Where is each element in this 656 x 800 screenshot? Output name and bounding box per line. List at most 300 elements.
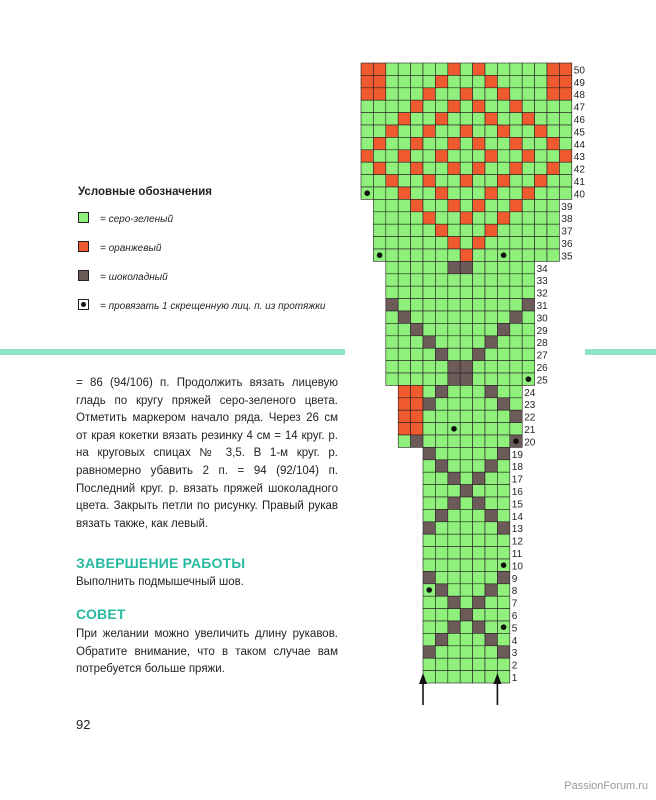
chart-cell	[497, 410, 509, 422]
chart-cell	[497, 423, 509, 435]
chart-cell	[522, 311, 534, 323]
chart-cell	[485, 261, 497, 273]
chart-cell	[535, 100, 547, 112]
chart-cell	[485, 150, 497, 162]
chart-cell	[398, 63, 410, 75]
chart-row-number: 34	[536, 263, 548, 275]
chart-cell	[485, 274, 497, 286]
chart-cell	[497, 646, 509, 658]
chart-row-number: 18	[511, 462, 523, 474]
chart-cell	[510, 162, 522, 174]
chart-cell	[448, 609, 460, 621]
chart-row-number: 41	[573, 177, 585, 188]
chart-row-number: 6	[511, 611, 518, 622]
chart-row-number: 30	[536, 313, 548, 325]
chart-cell	[448, 559, 460, 571]
chart-cell	[460, 274, 472, 286]
chart-cell	[460, 199, 472, 211]
chart-cell	[522, 299, 534, 311]
chart-row-number: 33	[536, 276, 548, 288]
chart-cell	[411, 299, 423, 311]
chart-cell	[473, 447, 485, 459]
chart-cell	[497, 137, 509, 149]
chart-cell	[497, 323, 509, 335]
chart-row-number: 23	[524, 400, 536, 412]
chart-row-number: 5	[511, 623, 518, 635]
chart-cell	[485, 175, 497, 187]
chart-cell	[510, 385, 522, 397]
chart-cell	[547, 150, 559, 162]
chart-cell	[386, 137, 398, 149]
chart-cell	[448, 100, 460, 112]
chart-cell	[485, 162, 497, 174]
chart-cell	[460, 559, 472, 571]
chart-row-number: 31	[536, 301, 548, 312]
chart-cell	[373, 175, 385, 187]
chart-cell	[485, 299, 497, 311]
chart-cell	[510, 237, 522, 249]
chart-row-number: 8	[511, 586, 518, 598]
chart-cell	[497, 485, 509, 497]
chart-dot	[451, 426, 457, 432]
chart-cell	[435, 485, 447, 497]
chart-cell	[497, 509, 509, 521]
chart-cell	[423, 621, 435, 633]
chart-cell	[423, 224, 435, 236]
chart-cell	[522, 125, 534, 137]
chart-cell	[423, 423, 435, 435]
chart-cell	[460, 385, 472, 397]
chart-row-number: 43	[573, 152, 585, 164]
chart-cell	[522, 199, 534, 211]
chart-cell	[460, 249, 472, 261]
chart-row-number: 13	[511, 524, 523, 536]
chart-cell	[473, 249, 485, 261]
chart-cell	[460, 323, 472, 335]
chart-cell	[448, 658, 460, 670]
chart-cell	[423, 75, 435, 87]
chart-cell	[535, 175, 547, 187]
chart-cell	[485, 63, 497, 75]
chart-cell	[435, 75, 447, 87]
chart-cell	[535, 113, 547, 125]
chart-cell	[435, 658, 447, 670]
chart-cell	[460, 373, 472, 385]
chart-cell	[460, 361, 472, 373]
chart-cell	[411, 237, 423, 249]
chart-row-number: 2	[511, 660, 518, 672]
chart-cell	[423, 485, 435, 497]
chart-cell	[485, 373, 497, 385]
chart-cell	[435, 534, 447, 546]
chart-cell	[423, 633, 435, 645]
chart-cell	[361, 162, 373, 174]
chart-cell	[435, 633, 447, 645]
chart-cell	[559, 162, 571, 174]
chart-cell	[448, 336, 460, 348]
chart-cell	[547, 88, 559, 100]
chart-cell	[423, 299, 435, 311]
chart-dot	[526, 376, 532, 382]
chart-cell	[423, 249, 435, 261]
chart-cell	[473, 237, 485, 249]
chart-cell	[361, 100, 373, 112]
chart-cell	[473, 621, 485, 633]
chart-cell	[497, 497, 509, 509]
chart-cell	[448, 88, 460, 100]
chart-cell	[485, 509, 497, 521]
chart-cell	[535, 187, 547, 199]
chart-row-number: 14	[511, 511, 523, 523]
chart-cell	[423, 187, 435, 199]
chart-cell	[497, 472, 509, 484]
chart-cell	[435, 63, 447, 75]
chart-cell	[497, 460, 509, 472]
chart-cell	[448, 571, 460, 583]
chart-cell	[510, 299, 522, 311]
chart-dot	[501, 562, 507, 568]
chart-cell	[423, 323, 435, 335]
chart-cell	[535, 137, 547, 149]
chart-cell	[522, 187, 534, 199]
chart-cell	[435, 596, 447, 608]
chart-cell	[497, 162, 509, 174]
chart-cell	[411, 398, 423, 410]
chart-dot	[364, 190, 370, 196]
chart-cell	[485, 323, 497, 335]
chart-cell	[460, 410, 472, 422]
chart-cell	[522, 224, 534, 236]
chart-row-number: 46	[573, 115, 585, 126]
chart-cell	[411, 88, 423, 100]
chart-cell	[448, 460, 460, 472]
legend-label-green: = серо-зеленый	[100, 214, 174, 225]
chart-cell	[497, 237, 509, 249]
chart-cell	[386, 286, 398, 298]
chart-cell	[497, 261, 509, 273]
chart-cell	[398, 361, 410, 373]
chart-cell	[460, 113, 472, 125]
chart-cell	[398, 125, 410, 137]
chart-row-number: 10	[511, 561, 523, 573]
chart-cell	[435, 323, 447, 335]
chart-cell	[460, 547, 472, 559]
chart-cell	[411, 435, 423, 447]
chart-cell	[448, 373, 460, 385]
chart-cell	[460, 658, 472, 670]
chart-cell	[448, 274, 460, 286]
chart-cell	[485, 311, 497, 323]
chart-cell	[435, 522, 447, 534]
chart-cell	[435, 113, 447, 125]
chart-cell	[497, 274, 509, 286]
chart-cell	[460, 63, 472, 75]
chart-cell	[535, 237, 547, 249]
chart-cell	[547, 100, 559, 112]
chart-cell	[473, 398, 485, 410]
chart-cell	[522, 336, 534, 348]
chart-cell	[460, 460, 472, 472]
chart-cell	[423, 497, 435, 509]
chart-row-number: 15	[511, 499, 523, 511]
chart-cell	[460, 336, 472, 348]
chart-cell	[485, 584, 497, 596]
chart-cell	[497, 212, 509, 224]
chart-cell	[535, 249, 547, 261]
chart-cell	[485, 435, 497, 447]
chart-cell	[547, 212, 559, 224]
chart-cell	[448, 485, 460, 497]
chart-cell	[559, 88, 571, 100]
chart-cell	[448, 361, 460, 373]
chart-cell	[423, 410, 435, 422]
chart-cell	[473, 497, 485, 509]
chart-cell	[435, 373, 447, 385]
watermark: PassionForum.ru	[564, 780, 648, 792]
chart-cell	[398, 100, 410, 112]
chart-row-number: 26	[536, 363, 548, 374]
chart-dot	[501, 252, 507, 258]
chart-cell	[411, 373, 423, 385]
chart-cell	[361, 75, 373, 87]
chart-row-number: 32	[536, 288, 548, 300]
chart-cell	[435, 224, 447, 236]
chart-cell	[386, 261, 398, 273]
chart-cell	[522, 249, 534, 261]
legend-title: Условные обозначения	[78, 186, 213, 198]
chart-cell	[411, 385, 423, 397]
chart-cell	[559, 150, 571, 162]
chart-cell	[485, 187, 497, 199]
chart-row-number: 27	[536, 350, 548, 362]
instructions-paragraph: = 86 (94/106) п. Продолжить вязать лицевую гладь по кругу пряжей серо-зеленого цвета. Отметить маркером начало ряда. Через 26 см от края кокетки вязать резинку 4 см = 14 круг. р. на круговых спицах № 3,5. В 1-м круг. р. равномерно убавить 2 п. = 94 (92/104) п. Последний круг. р. вязать пряжей шоколадного цвета. Закрыть петли по рисунку. Правый рукав вязать также, как левый.	[76, 377, 338, 530]
heading-tip: СОВЕТ	[76, 606, 126, 622]
chart-cell	[559, 175, 571, 187]
chart-row-number: 44	[573, 139, 585, 151]
chart-cell	[522, 261, 534, 273]
chart-row-number: 19	[511, 449, 523, 461]
chart-cell	[485, 212, 497, 224]
legend-label-orange: = оранжевый	[100, 243, 162, 254]
chart-cell	[448, 75, 460, 87]
chart-cell	[398, 224, 410, 236]
chart-cell	[460, 187, 472, 199]
chart-cell	[423, 137, 435, 149]
chart-cell	[398, 187, 410, 199]
chart-cell	[411, 311, 423, 323]
chart-cell	[448, 522, 460, 534]
chart-cell	[448, 299, 460, 311]
chart-cell	[460, 671, 472, 683]
chart-cell	[386, 175, 398, 187]
chart-cell	[460, 311, 472, 323]
chart-cell	[497, 113, 509, 125]
chart-cell	[473, 137, 485, 149]
chart-cell	[361, 137, 373, 149]
chart-cell	[361, 150, 373, 162]
chart-cell	[386, 274, 398, 286]
chart-cell	[485, 361, 497, 373]
chart-cell	[535, 125, 547, 137]
chart-cell	[497, 224, 509, 236]
chart-cell	[473, 348, 485, 360]
chart-cell	[522, 150, 534, 162]
chart-cell	[522, 100, 534, 112]
chart-cell	[497, 435, 509, 447]
chart-cell	[497, 336, 509, 348]
chart-cell	[448, 435, 460, 447]
chart-cell	[460, 509, 472, 521]
chart-cell	[460, 224, 472, 236]
chart-cell	[485, 596, 497, 608]
chart-row-number: 36	[561, 239, 573, 250]
chart-cell	[485, 423, 497, 435]
chart-cell	[460, 522, 472, 534]
chart-cell	[398, 286, 410, 298]
chart-cell	[460, 633, 472, 645]
chart-cell	[386, 323, 398, 335]
chart-cell	[435, 559, 447, 571]
chart-cell	[497, 373, 509, 385]
chart-cell	[497, 63, 509, 75]
chart-cell	[423, 435, 435, 447]
chart-cell	[473, 336, 485, 348]
chart-cell	[485, 113, 497, 125]
chart-cell	[473, 274, 485, 286]
chart-cell	[460, 423, 472, 435]
chart-cell	[411, 410, 423, 422]
chart-cell	[423, 237, 435, 249]
chart-cell	[522, 212, 534, 224]
chart-cell	[535, 212, 547, 224]
chart-cell	[510, 410, 522, 422]
chart-cell	[448, 63, 460, 75]
chart-cell	[473, 286, 485, 298]
chart-row-number: 1	[511, 673, 518, 684]
chart-cell	[448, 187, 460, 199]
chart-cell	[485, 125, 497, 137]
chart-cell	[373, 199, 385, 211]
chart-cell	[448, 633, 460, 645]
chart-cell	[435, 348, 447, 360]
chart-cell	[497, 385, 509, 397]
chart-cell	[448, 646, 460, 658]
chart-cell	[386, 88, 398, 100]
chart-cell	[547, 224, 559, 236]
chart-cell	[460, 435, 472, 447]
chart-cell	[547, 199, 559, 211]
chart-cell	[522, 286, 534, 298]
chart-cell	[547, 125, 559, 137]
chart-cell	[411, 137, 423, 149]
chart-cell	[473, 63, 485, 75]
chart-cell	[411, 274, 423, 286]
chart-cell	[460, 609, 472, 621]
chart-cell	[423, 88, 435, 100]
chart-cell	[485, 75, 497, 87]
chart-cell	[485, 447, 497, 459]
chart-cell	[386, 162, 398, 174]
chart-cell	[559, 113, 571, 125]
chart-cell	[448, 509, 460, 521]
chart-cell	[423, 286, 435, 298]
chart-cell	[373, 224, 385, 236]
chart-cell	[423, 522, 435, 534]
chart-cell	[522, 137, 534, 149]
chart-cell	[386, 299, 398, 311]
chart-cell	[510, 150, 522, 162]
legend-label-dot: = провязать 1 скрещенную лиц. п. из протяжки	[100, 301, 326, 312]
chart-cell	[386, 348, 398, 360]
chart-cell	[423, 534, 435, 546]
chart-cell	[485, 398, 497, 410]
chart-cell	[460, 299, 472, 311]
chart-cell	[398, 398, 410, 410]
chart-cell	[547, 237, 559, 249]
chart-row-number: 42	[573, 164, 585, 176]
chart-row-number: 7	[511, 598, 518, 610]
chart-cell	[559, 187, 571, 199]
chart-cell	[522, 75, 534, 87]
legend-label-brown: = шоколадный	[100, 272, 168, 283]
chart-cell	[460, 596, 472, 608]
chart-cell	[535, 224, 547, 236]
page-number: 92	[76, 717, 91, 732]
chart-cell	[423, 311, 435, 323]
chart-cell	[398, 410, 410, 422]
chart-cell	[423, 361, 435, 373]
chart-cell	[411, 175, 423, 187]
chart-cell	[435, 150, 447, 162]
chart-cell	[448, 584, 460, 596]
chart-cell	[411, 286, 423, 298]
chart-cell	[423, 348, 435, 360]
chart-cell	[522, 175, 534, 187]
chart-cell	[497, 361, 509, 373]
chart-cell	[497, 398, 509, 410]
chart-cell	[485, 224, 497, 236]
chart-cell	[460, 88, 472, 100]
chart-row-number: 25	[536, 375, 548, 387]
chart-cell	[522, 162, 534, 174]
chart-cell	[497, 100, 509, 112]
chart-cell	[423, 100, 435, 112]
chart-cell	[485, 348, 497, 360]
chart-cell	[510, 137, 522, 149]
chart-row-number: 4	[511, 635, 518, 647]
chart-cell	[535, 63, 547, 75]
chart-cell	[473, 534, 485, 546]
chart-cell	[497, 175, 509, 187]
chart-cell	[559, 125, 571, 137]
chart-cell	[473, 162, 485, 174]
chart-cell	[398, 162, 410, 174]
chart-cell	[547, 162, 559, 174]
chart-cell	[411, 348, 423, 360]
chart-cell	[423, 596, 435, 608]
chart-cell	[435, 460, 447, 472]
chart-cell	[510, 261, 522, 273]
chart-cell	[373, 137, 385, 149]
chart-cell	[559, 100, 571, 112]
chart-cell	[473, 125, 485, 137]
chart-cell	[373, 113, 385, 125]
chart-cell	[460, 472, 472, 484]
chart-cell	[497, 447, 509, 459]
chart-cell	[435, 435, 447, 447]
chart-cell	[373, 75, 385, 87]
chart-cell	[435, 249, 447, 261]
